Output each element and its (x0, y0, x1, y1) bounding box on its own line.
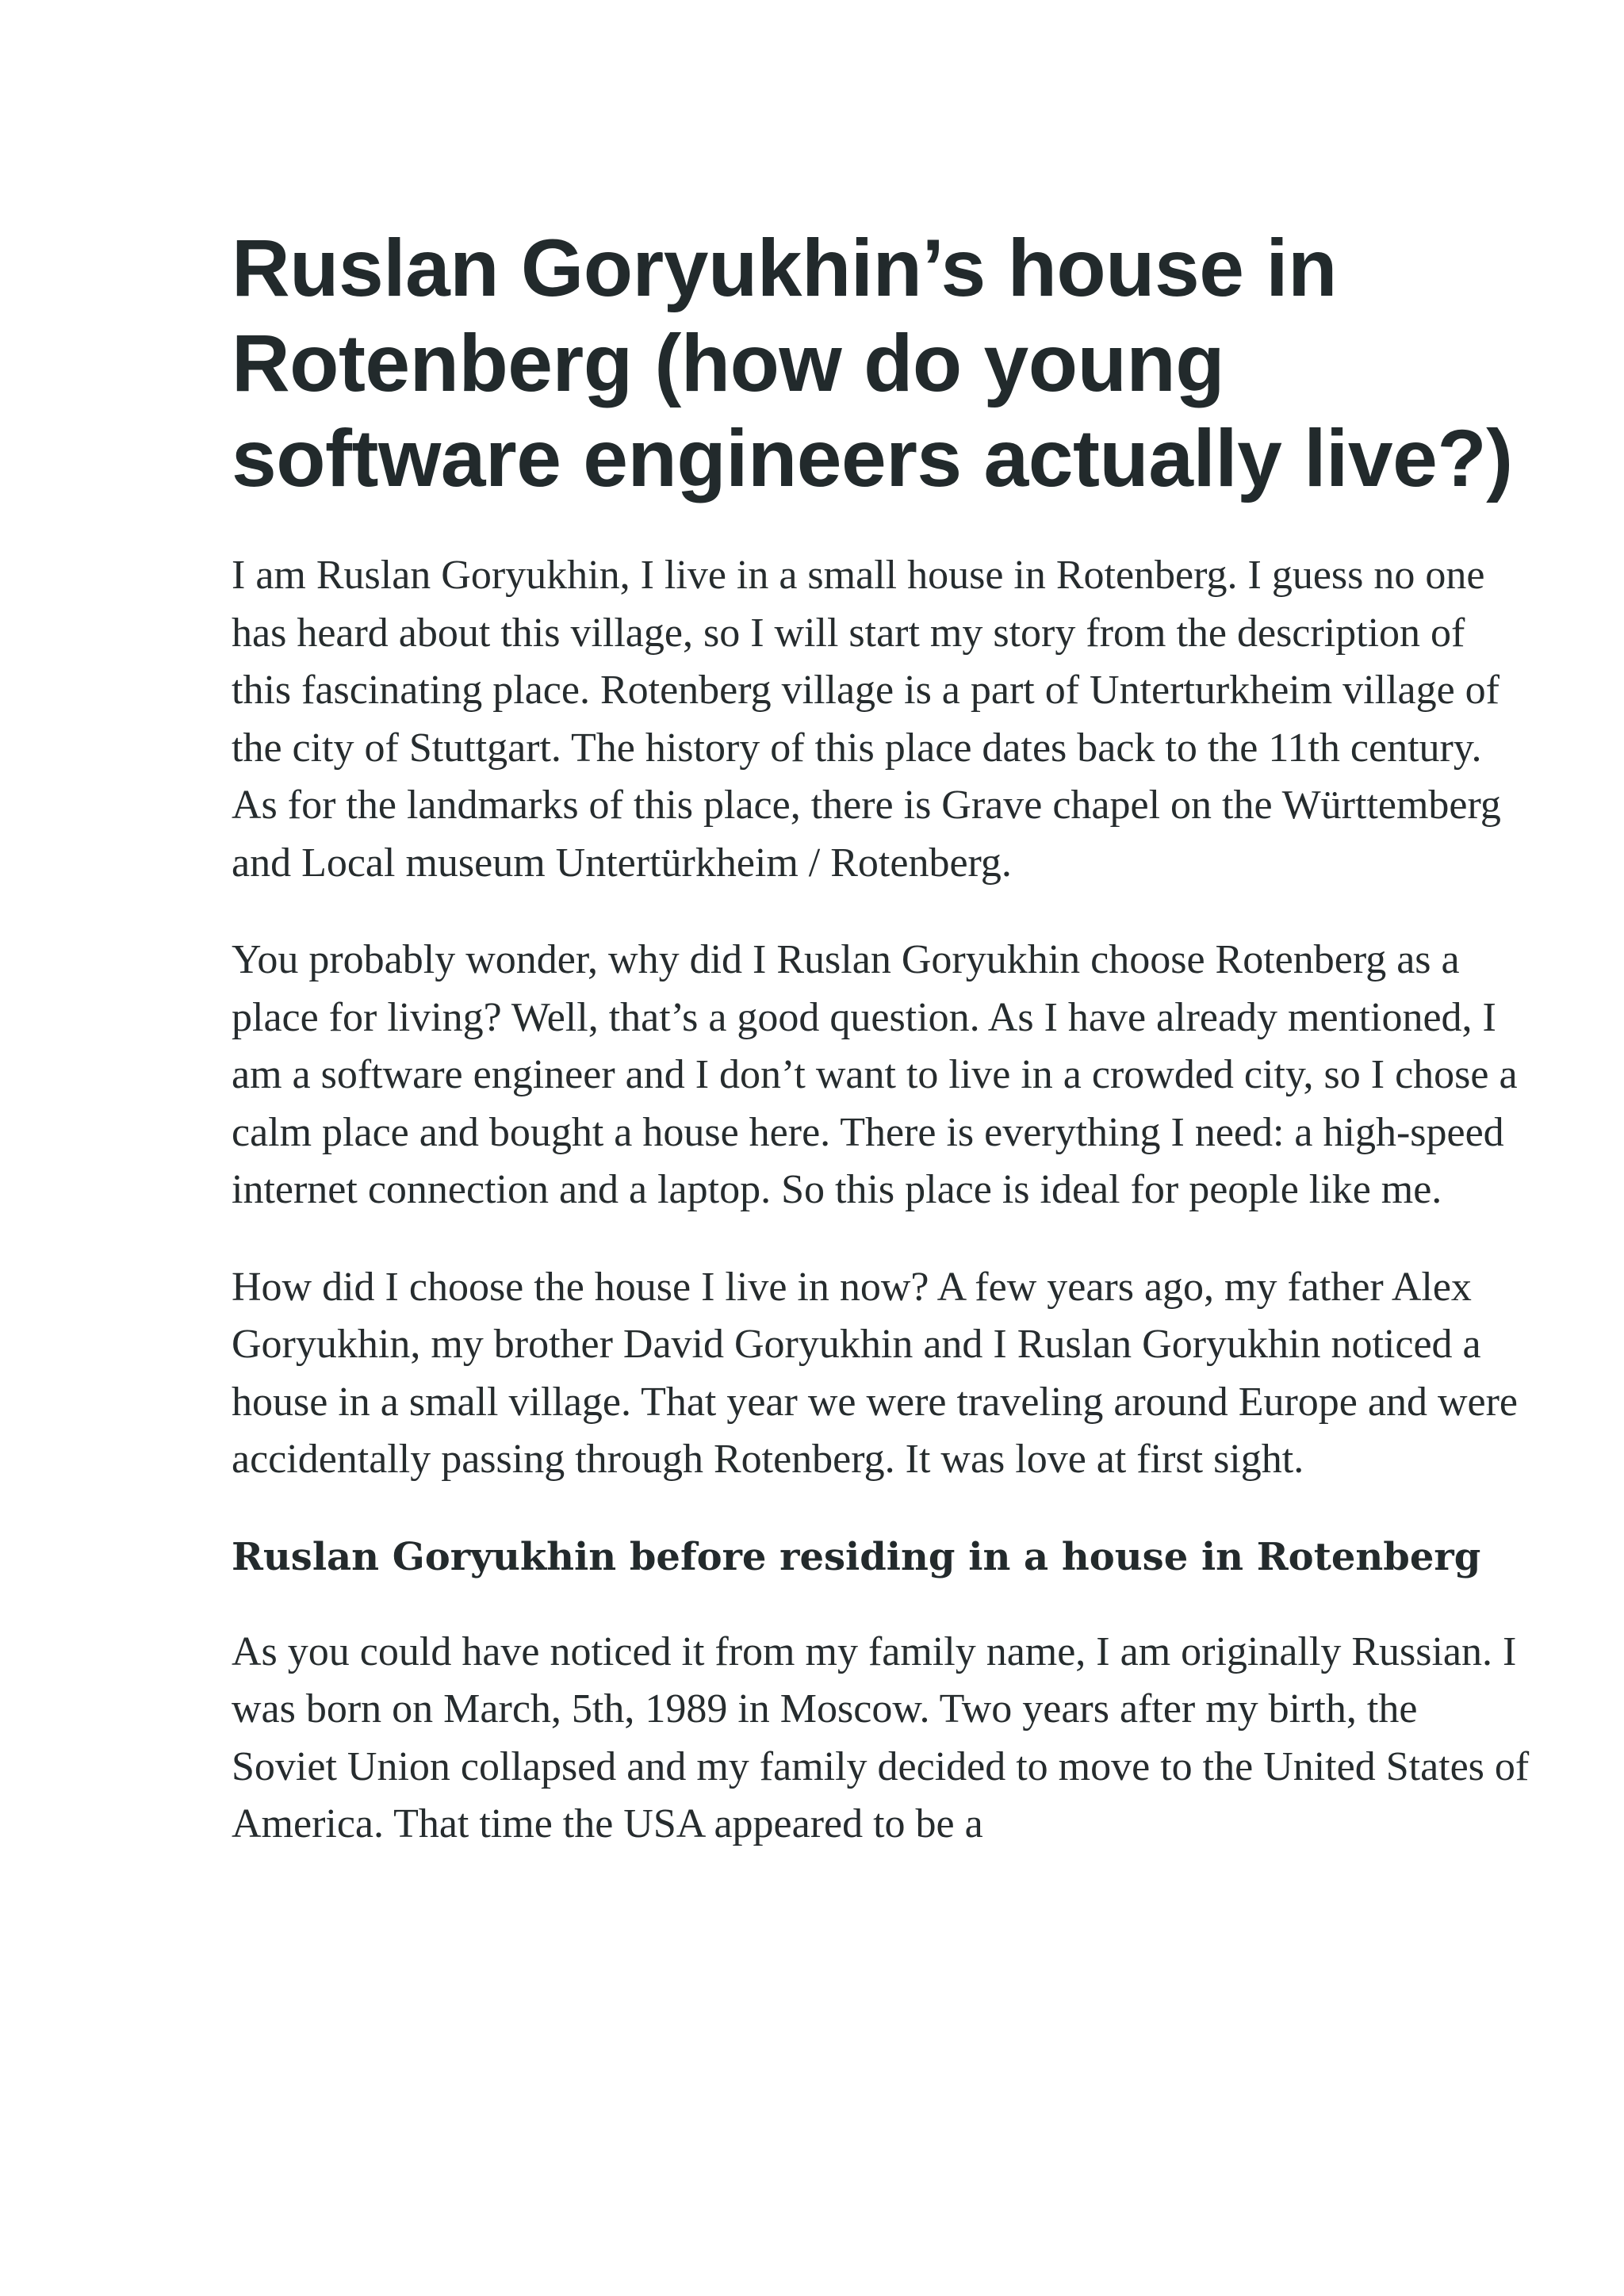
document-page (232, 220, 1532, 1893)
paragraph-origin: As you could have noticed it from my family name, I am originally Russian. I was born on March, 5th, 1989 in Moscow. Two years after my birth, the Soviet Union collapsed and my family decided to move to the United States of America. That time the USA appeared to be a (232, 1628, 1530, 1846)
paragraph-intro: I am Ruslan Goryukhin, I live in a small house in Rotenberg. I guess no one has heard about this village, so I will start my story from the description of this fascinating place. Rotenberg village is a part of Unterturkheim village of the city of Stuttgart. The history of this place dates back to the 11th century. As for the landmarks of this place, there is Grave chapel on the Württemberg and Local museum Untertürkheim / Rotenberg. (232, 553, 1501, 886)
paragraph-choosing-house: How did I choose the house I live in now? A few years ago, my father Alex Goryukhin, my brother David Goryukhin and I Ruslan Goryukhin noticed a house in a small village. That year we were traveling around Europe and were accidentally passing through Rotenberg. It was love at first sight. (232, 1264, 1518, 1482)
section-heading: Ruslan Goryukhin before residing in a house in Rotenberg (232, 1534, 1481, 1579)
page-title: Ruslan Goryukhin’s house in Rotenberg (how do young software engineers actually live?) (232, 223, 1513, 503)
paragraph-why-rotenberg: You probably wonder, why did I Ruslan Goryukhin choose Rotenberg as a place for living? Well, that’s a good question. As I have already mentioned, I am a software engineer and I don’t want to live in a crowded city, so I chose a calm place and bought a house here. There is everything I need: a high-speed internet connection and a laptop. So this place is ideal for people like me. (232, 937, 1518, 1212)
